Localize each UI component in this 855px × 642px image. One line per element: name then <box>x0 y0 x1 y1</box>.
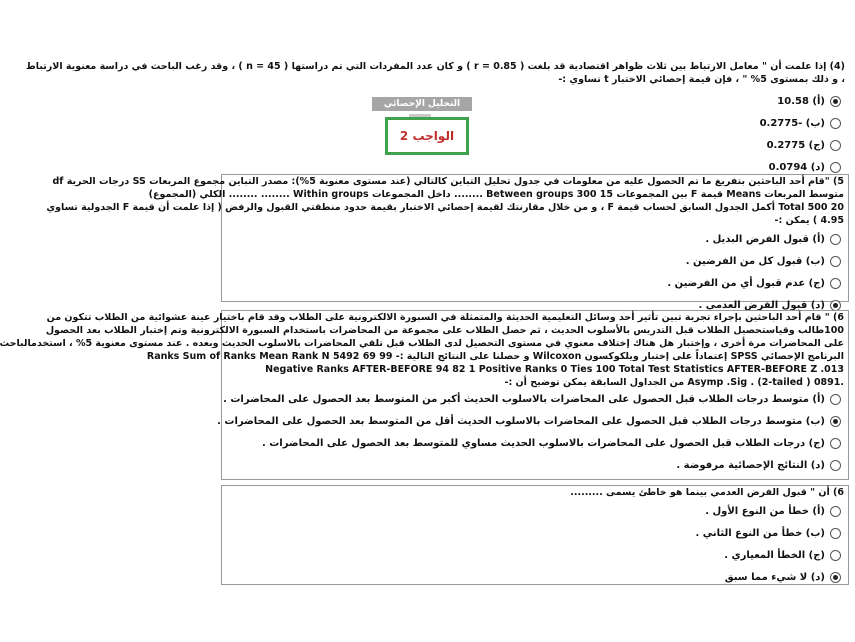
option-c[interactable] <box>695 544 841 566</box>
option-b[interactable] <box>760 112 841 134</box>
option-label: (د) قبول الفرض العدمي . <box>698 299 825 311</box>
radio-icon[interactable] <box>830 278 841 289</box>
option-label: (ج) عدم قبول أي من الفرضين . <box>667 277 825 289</box>
option-c[interactable] <box>760 134 841 156</box>
question-6-text-line: 100طالب وقياستحصيل الطلاب قبل التدريس بالأسلوب الحديث ، ثم حصل الطلاب على مجموعة من المحاضرات باستخدام السبورة الالكترونية وتم إختبار الطلاب بعد الحصول <box>45 325 844 336</box>
question-6-text-line: 6) " قام أحد الباحثين بإجراء تجربة تبين تأثير أحد وسائل التعليمية الحديثة والمتمثلة في السبورة الالكترونية على الطلاب وقد قام باختيار عينة عشوائية من الطلاب تتكون من <box>46 312 844 323</box>
option-label: (د) 0.0794 <box>768 161 825 173</box>
homework-label-box: الواجب 2 <box>385 117 469 155</box>
option-label: (ب) قبول كل من الفرضين . <box>685 255 825 267</box>
option-label: (د) لا شيء مما سبق <box>724 571 825 583</box>
radio-icon[interactable] <box>830 438 841 449</box>
option-label: (أ) متوسط درجات الطلاب قبل الحصول على المحاضرات بالاسلوب الحديث أكبر من المتوسط بعد الحصول على المحاضرات . <box>223 393 825 405</box>
radio-selected-icon[interactable] <box>830 572 841 583</box>
option-a[interactable] <box>760 90 841 112</box>
option-label: (أ) قبول الفرض البديل . <box>705 233 825 245</box>
radio-icon[interactable] <box>830 528 841 539</box>
option-d[interactable] <box>695 566 841 588</box>
course-header-badge: التحليل الإحصائي <box>372 97 472 111</box>
option-label: (ج) الخطأ المعياري . <box>724 549 825 561</box>
question-6-text-line: 6) أن " قبول الفرض العدمي بينما هو خاطئ يسمى ......... <box>570 487 844 498</box>
option-c[interactable] <box>217 432 841 454</box>
radio-icon[interactable] <box>830 140 841 151</box>
option-a[interactable] <box>217 388 841 410</box>
option-label: (أ) 10.58 <box>777 95 825 107</box>
question-6-text-line: على المحاضرات مرة أخرى ، وإختبار هل هناك إختلاف معنوي في مستوى التحصيل لدى الطلاب قبل تلقي المحاضرات بالاسلوب الحديث وبعده . عند مستوى معنوية 5% ، استخدمالباحث <box>0 338 844 349</box>
question-4-text-line: (4) إذا علمت أن " معامل الارتباط بين ثلاث ظواهر اقتصادية قد بلغت ( r = 0.85 ) و كان عدد المفردات التي تم دراستها ( n = 45 ) ، وقد رغب الباحث في دراسة معنوية الارتباط <box>25 61 845 72</box>
question-6-text-line: Negative Ranks AFTER-BEFORE 94 82 1 Positive Ranks 0 Ties 100 Total Test Statistics AFTER-BEFORE Z .013 <box>265 364 844 375</box>
option-label: (ج) درجات الطلاب قبل الحصول على المحاضرات بالاسلوب الحديث مساوي للمتوسط بعد الحصول على المحاضرات . <box>261 437 825 449</box>
option-label: (ج) 0.2775 <box>766 139 825 151</box>
radio-icon[interactable] <box>830 234 841 245</box>
question-4-options <box>760 90 841 178</box>
radio-icon[interactable] <box>830 394 841 405</box>
question-4-text-line: ، و ذلك بمستوى 5% " ، فإن قيمة إحصائي الاختبار t تساوي :- <box>558 74 845 85</box>
question-6-text-line: .0891 Asymp .Sig . (2-tailed ) من الجداول السابقة يمكن توضيح أن :- <box>504 377 844 388</box>
radio-selected-icon[interactable] <box>830 416 841 427</box>
option-label: (ب) متوسط درجات الطلاب قبل الحصول على المحاضرات بالاسلوب الحديث أقل من المتوسط بعد الحصول على المحاضرات . <box>217 415 825 427</box>
option-b[interactable] <box>695 522 841 544</box>
option-d[interactable] <box>217 454 841 476</box>
option-label: (د) النتائج الإحصائية مرفوضة . <box>676 459 825 471</box>
option-b[interactable] <box>667 250 841 272</box>
option-a[interactable] <box>695 500 841 522</box>
question-5-text-line: 4.95 ) يمكن :- <box>774 215 844 226</box>
question-5-text-line: متوسط المربعات Means قيمة F بين المجموعات Between groups 300 15 ........ داخل المجموعات Within groups ........ ........ الكلي (المجموع) <box>148 189 844 200</box>
question-6-options <box>217 388 841 476</box>
option-a[interactable] <box>667 228 841 250</box>
radio-icon[interactable] <box>830 162 841 173</box>
question-5-text-line: Total 500 20 أكمل الجدول السابق لحساب قيمة F ، و من خلال مقارنتك لقيمة إحصائي الاختبار بقيمة حدود منطقتي القبول والرفض ( إذا علمت أن قيمة F الجدولية تساوي <box>46 202 844 213</box>
radio-icon[interactable] <box>830 506 841 517</box>
question-5-options <box>667 228 841 316</box>
option-b[interactable] <box>217 410 841 432</box>
option-label: (ب) -0.2775 <box>759 117 825 129</box>
radio-selected-icon[interactable] <box>830 96 841 107</box>
option-c[interactable] <box>667 272 841 294</box>
option-label: (أ) خطأ من النوع الأول . <box>705 505 825 517</box>
radio-selected-icon[interactable] <box>830 300 841 311</box>
question-6-text-line: البرنامج الإحصائي SPSS إعتماداً على إختبار ويلكوكسون Wilcoxon و حصلنا على النتائج التالية :- Ranks Sum of Ranks Mean Rank N 5492 69 99 <box>146 351 844 362</box>
option-label: (ب) خطأ من النوع الثاني . <box>695 527 825 539</box>
radio-icon[interactable] <box>830 550 841 561</box>
radio-icon[interactable] <box>830 460 841 471</box>
question-6b-options <box>695 500 841 588</box>
radio-icon[interactable] <box>830 118 841 129</box>
question-5-text-line: 5) "قام أحد الباحثين بتفريغ ما تم الحصول عليه من معلومات في جدول تحليل التباين كالتالي (عند مستوى معنوية 5%): مصدر التباين مجموع المربعات SS درجات الحرية df <box>52 176 844 187</box>
radio-icon[interactable] <box>830 256 841 267</box>
question-4 <box>25 60 849 86</box>
